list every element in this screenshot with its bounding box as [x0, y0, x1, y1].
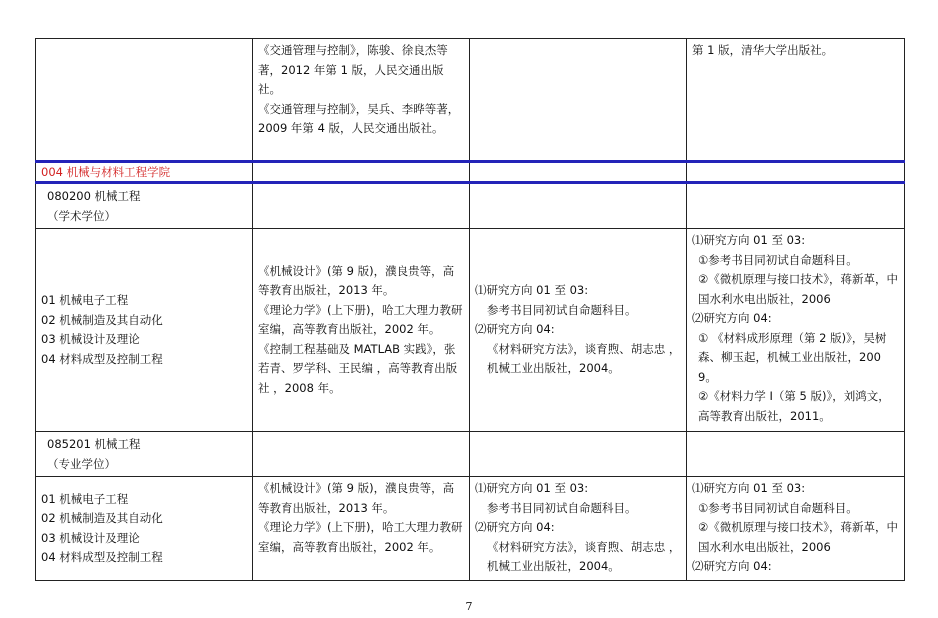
empty-cell [253, 432, 470, 477]
major-cell [36, 183, 253, 229]
retest-heading: ⑴研究方向 01 至 03: [475, 481, 589, 495]
table-row [36, 477, 905, 581]
retest-line: 参考书目同初试自命题科目。 [487, 500, 637, 515]
retest-cell [470, 477, 687, 581]
degree-type: （专业学位） [47, 457, 116, 471]
empty-cell [687, 432, 905, 477]
retest-heading: ⑵研究方向 04: [475, 322, 555, 337]
exam-books-cell [253, 39, 470, 162]
empty-cell [687, 162, 905, 183]
exam-books-cell [253, 477, 470, 581]
retest-cell [470, 39, 687, 162]
equal-line: ②《微机原理与接口技术》，蒋新革，中国水利水电出版社，2006 [698, 272, 899, 306]
book-entry: 《交通管理与控制》，吴兵、李晔等著，2009 年第 4 版，人民交通出版社。 [258, 101, 460, 135]
catalog-table [35, 38, 905, 581]
retest-line: 参考书目同初试自命题科目。 [487, 302, 637, 317]
empty-cell [470, 183, 687, 229]
equal-heading: ⑵研究方向 04: [692, 559, 772, 573]
table-row [36, 229, 905, 432]
empty-cell [253, 183, 470, 229]
equal-line: ① 《材料成形原理（第 2 版)》，吴树森、柳玉起，机械工业出版社，2009。 [698, 330, 887, 384]
empty-cell [36, 39, 253, 162]
book-entry: 《机械设计》(第 9 版)，濮良贵等，高等教育出版社，2013 年。 [258, 263, 455, 298]
equal-ability-cell [687, 477, 905, 581]
retest-heading: ⑵研究方向 04: [475, 520, 555, 534]
equal-heading: ⑴研究方向 01 至 03: [692, 481, 806, 495]
major-row [36, 432, 905, 477]
major-row [36, 183, 905, 229]
direction-item: 02 机械制造及其自动化 [41, 312, 163, 327]
direction-item: 03 机械设计及理论 [41, 530, 140, 545]
book-entry: 《理论力学》(上下册)，哈工大理力教研室编，高等教育出版社，2002 年。 [258, 302, 463, 337]
direction-item: 04 材料成型及控制工程 [41, 351, 163, 366]
empty-cell [470, 432, 687, 477]
college-name: 004 机械与材料工程学院 [36, 162, 253, 183]
equal-heading: ⑴研究方向 01 至 03: [692, 233, 806, 247]
table-row [36, 39, 905, 162]
directions-cell [36, 477, 253, 581]
college-row [36, 162, 905, 183]
retest-heading: ⑴研究方向 01 至 03: [475, 283, 589, 298]
equal-line: ②《微机原理与接口技术》，蒋新革，中国水利水电出版社，2006 [698, 520, 899, 554]
equal-ability-cell [687, 229, 905, 432]
direction-item: 03 机械设计及理论 [41, 332, 140, 346]
empty-cell [687, 183, 905, 229]
book-entry: 《机械设计》(第 9 版)，濮良贵等，高等教育出版社，2013 年。 [258, 481, 455, 515]
direction-item: 01 机械电子工程 [41, 293, 129, 307]
direction-item: 01 机械电子工程 [41, 491, 129, 506]
direction-item: 02 机械制造及其自动化 [41, 511, 163, 525]
major-code-name: 085201 机械工程 [47, 437, 141, 451]
book-entry: 《控制工程基础及 MATLAB 实践》，张若青、罗学科、王民编 ，高等教育出版社 ，2008 年。 [258, 341, 458, 395]
retest-line: 《材料研究方法》，谈育煦、胡志忠 ，机械工业出版社，2004。 [487, 539, 681, 573]
direction-item: 04 材料成型及控制工程 [41, 550, 163, 564]
book-entry: 《交通管理与控制》，陈骏、徐良杰等著，2012 年第 1 版，人民交通出版社。 [258, 43, 448, 96]
retest-line: 《材料研究方法》，谈育煦、胡志忠 ，机械工业出版社，2004。 [487, 341, 681, 376]
equal-line: ①参考书目同初试自命题科目。 [698, 252, 858, 267]
empty-cell [470, 162, 687, 183]
exam-books-cell [253, 229, 470, 432]
page-number: 7 [465, 600, 473, 613]
directions-cell [36, 229, 253, 432]
major-cell [36, 432, 253, 477]
empty-cell [253, 162, 470, 183]
equal-heading: ⑵研究方向 04: [692, 311, 772, 325]
equal-line: ②《材料力学 I（第 5 版)》，刘鸿文，高等教育出版社，2011。 [698, 389, 890, 423]
equal-line: ①参考书目同初试自命题科目。 [698, 500, 858, 515]
equal-ability-cell: 第 1 版，清华大学出版社。 [687, 39, 905, 162]
book-entry: 《理论力学》(上下册)，哈工大理力教研室编，高等教育出版社，2002 年。 [258, 520, 463, 554]
degree-type: （学术学位） [47, 209, 116, 223]
retest-cell [470, 229, 687, 432]
major-code-name: 080200 机械工程 [47, 189, 141, 203]
